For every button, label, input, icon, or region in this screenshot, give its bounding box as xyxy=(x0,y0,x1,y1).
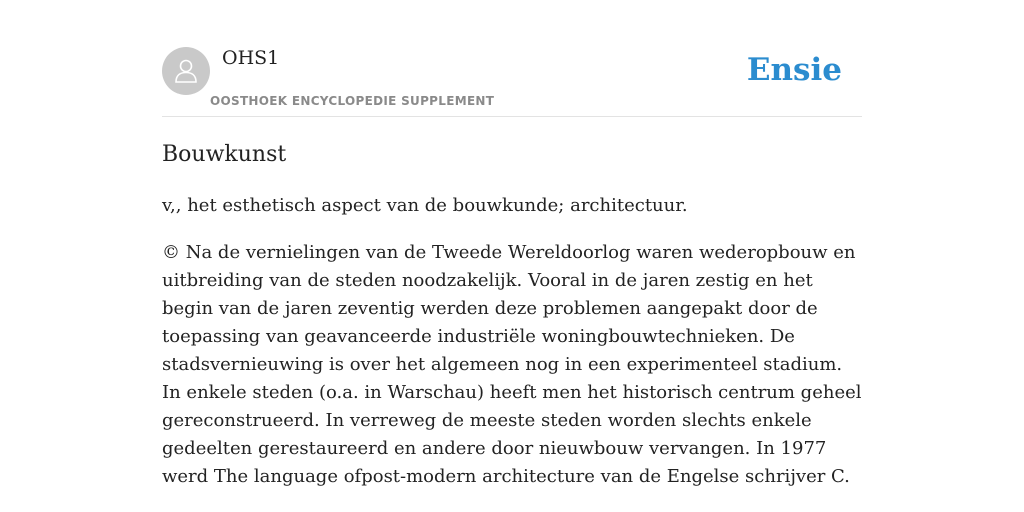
user-name[interactable]: OHS1 xyxy=(222,47,280,69)
site-logo[interactable]: Ensie xyxy=(746,52,842,88)
article-paragraph-definition: v,, het esthetisch aspect van de bouwkunde; architectuur. xyxy=(162,195,688,216)
article-title: Bouwkunst xyxy=(162,142,287,167)
avatar[interactable] xyxy=(162,47,210,95)
user-silhouette-icon xyxy=(171,56,201,86)
article-paragraph-body: © Na de vernielingen van de Tweede Wereldoorlog waren wederopbouw en uitbreiding van de steden noodzakelijk. Vooral in de jaren zestig en het begin van de jaren zeventig werden deze problemen aangepakt door de toepassing van geavanceerde industriële woningbouwtechnieken. De stadsvernieuwing is over het algemeen nog in een experimenteel stadium. In enkele steden (o.a. in Warschau) heeft men het historisch centrum geheel gereconstrueerd. In verreweg de meeste steden worden slechts enkele gedeelten gerestaureerd en andere door nieuwbouw vervangen. In 1977 werd The language ofpost-modern architecture van de Engelse schrijver C. xyxy=(162,242,862,487)
collection-name[interactable]: OOSTHOEK ENCYCLOPEDIE SUPPLEMENT xyxy=(210,94,495,108)
article-page xyxy=(162,0,862,512)
article-header xyxy=(162,0,862,117)
